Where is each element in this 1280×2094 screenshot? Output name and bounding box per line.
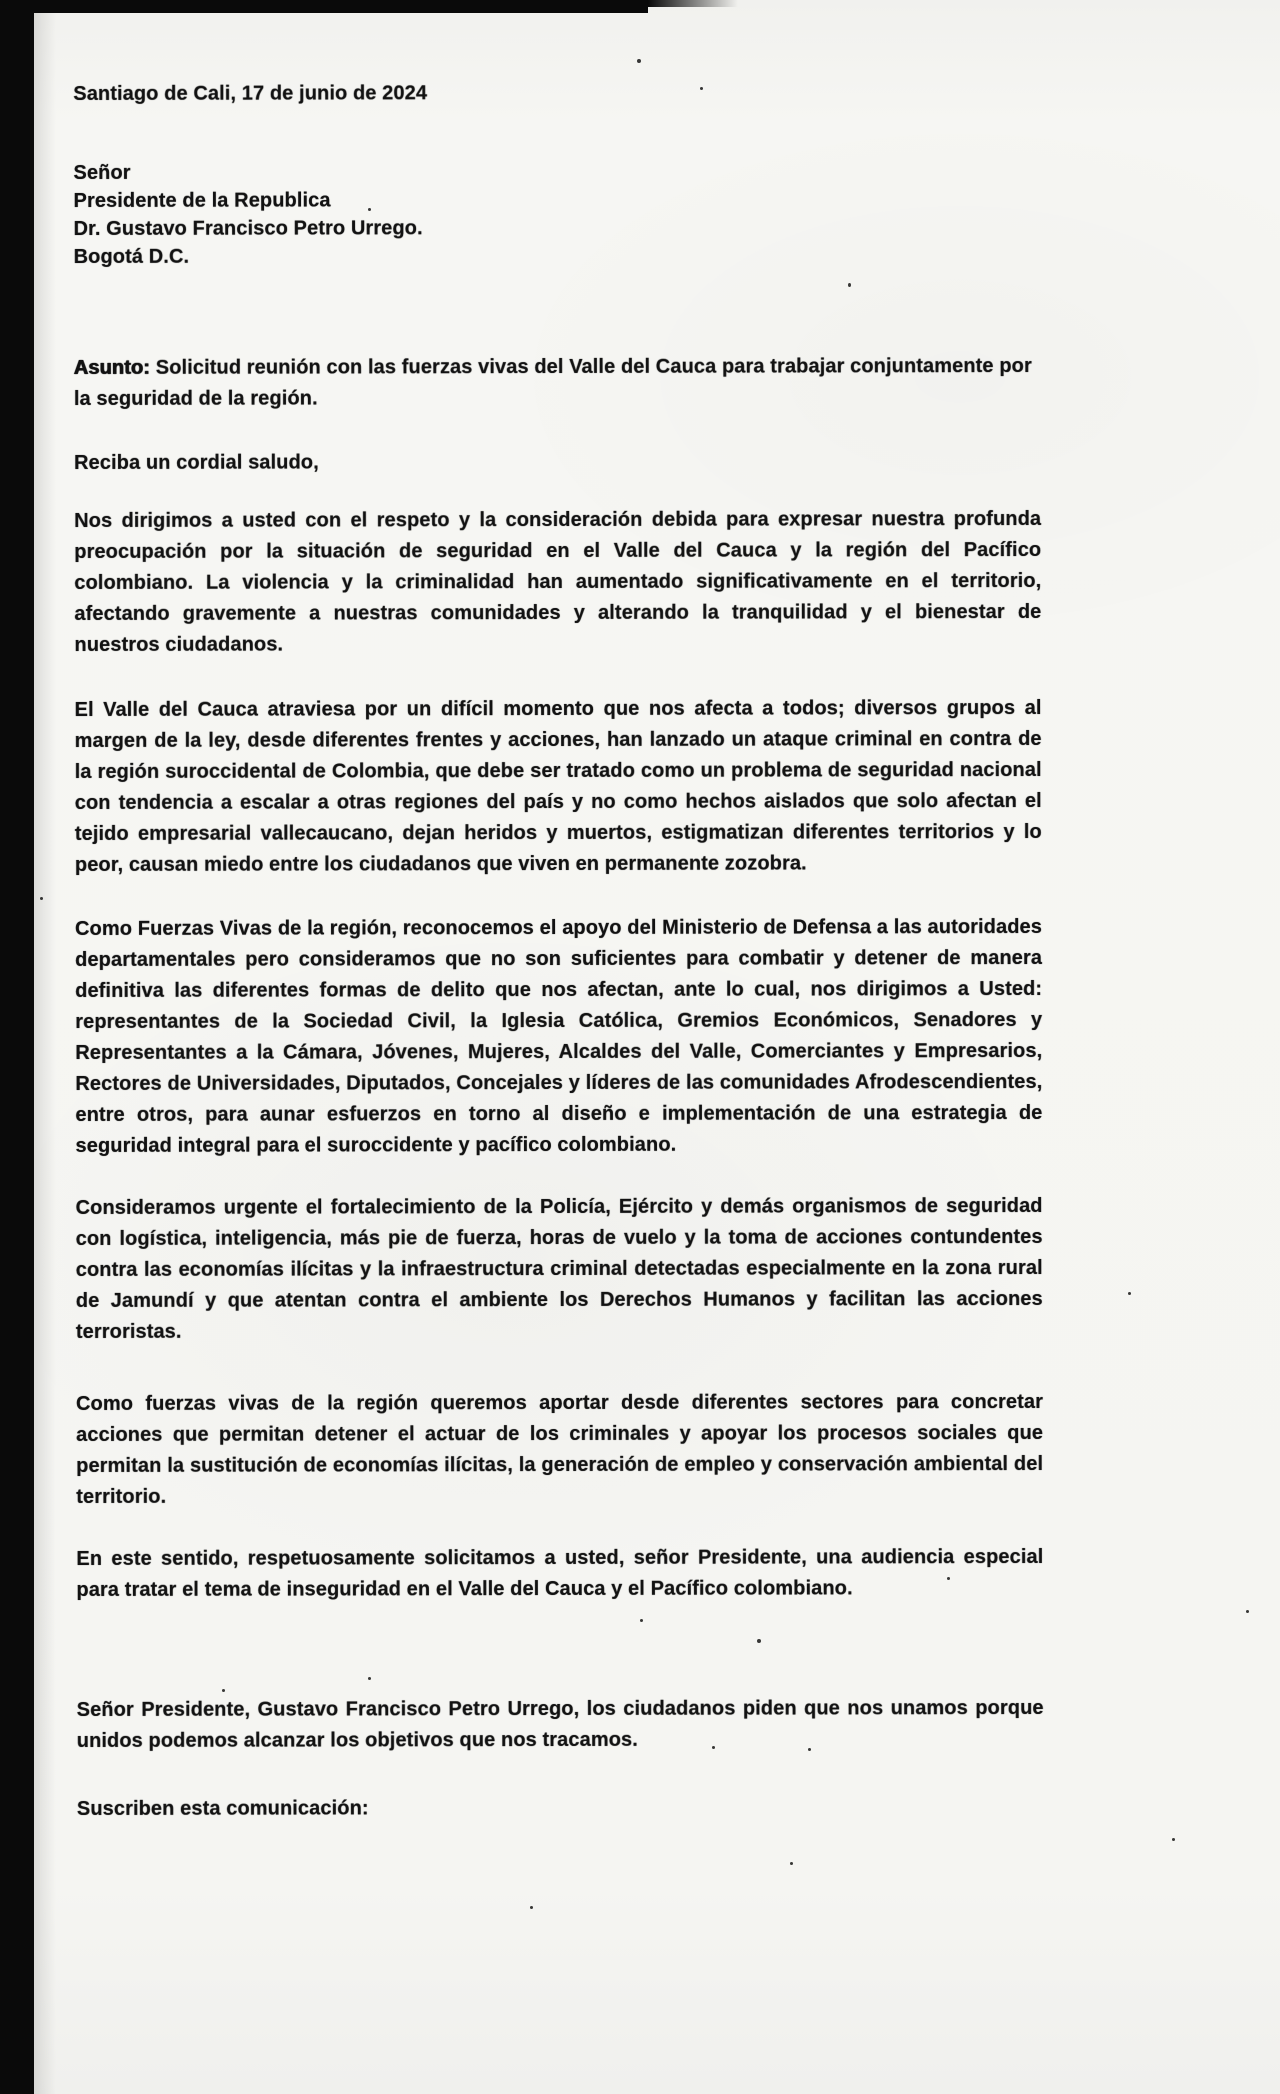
- subject-line: [74, 351, 1041, 415]
- paragraph: Como fuerzas vivas de la región queremos aportar desde diferentes sectores para concretar acciones que permitan detener el actuar de los criminales y apoyar los procesos sociales que permitan la sustitución de economías ilícitas, la generación de empleo y conservación ambiental del territorio.: [76, 1390, 1044, 1509]
- greeting-line: Reciba un cordial saludo,: [74, 451, 319, 475]
- scan-left-edge-shadow: [34, 0, 56, 2094]
- paragraph: Consideramos urgente el fortalecimiento de la Policía, Ejército y demás organismos de seguridad con logística, inteligencia, más pie de fuerza, horas de vuelo y la toma de acciones contundentes contra las economías ilícitas y la infraestructura criminal detectadas especialmente en la zona rural de Jamundí y que atentan contra el ambiente los Derechos Humanos y facilitan las acciones terroristas.: [75, 1194, 1043, 1344]
- scan-speck: [530, 1906, 533, 1909]
- scan-speck: [1246, 1610, 1249, 1613]
- scan-speck: [848, 283, 851, 287]
- paragraph: El Valle del Cauca atraviesa por un difícil momento que nos afecta a todos; diversos grupos al margen de la ley, desde diferentes frentes y acciones, han lanzado un ataque criminal en contra de la región suroccidental de Colombia, que debe ser tratado como un problema de seguridad nacional con tendencia a escalar a otras regiones del país y no como hechos aislados que solo afectan el tejido empresarial vallecaucano, dejan heridos y muertos, estigmatizan diferentes territorios y lo peor, causan miedo entre los ciudadanos que viven en permanente zozobra.: [74, 696, 1042, 877]
- scan-speck: [40, 897, 43, 900]
- scan-speck: [808, 1748, 811, 1751]
- scan-speck: [1128, 1292, 1131, 1295]
- scan-left-edge-bar: [0, 0, 34, 2094]
- scan-speck: [712, 1746, 715, 1749]
- subject-label: Asunto:: [73, 356, 151, 380]
- scan-speck: [947, 1577, 950, 1580]
- date-line: Santiago de Cali, 17 de junio de 2024: [73, 82, 428, 106]
- paragraph: Nos dirigimos a usted con el respeto y la consideración debida para expresar nuestra profunda preocupación por la situación de seguridad en el Valle del Cauca y la región del Pacífico colombiano. La violencia y la criminalidad han aumentado significativamente en el territorio, afectando gravemente a nuestras comunidades y alterando la tranquilidad y el bienestar de nuestros ciudadanos.: [74, 507, 1042, 657]
- scan-speck: [640, 1619, 643, 1622]
- recipient-line: Dr. Gustavo Francisco Petro Urrego.: [73, 217, 423, 241]
- letter-body: [73, 0, 1044, 1825]
- recipient-line: Señor: [73, 161, 131, 185]
- paragraph: Como Fuerzas Vivas de la región, reconocemos el apoyo del Ministerio de Defensa a las autoridades departamentales pero consideramos que no son suficientes para combatir y detener de manera definitiva las diferentes formas de delito que nos afectan, ante lo cual, nos dirigimos a Usted: representantes de la Sociedad Civil, la Iglesia Católica, Gremios Económicos, Senadores y Representantes a la Cámara, Jóvenes, Mujeres, Alcaldes del Valle, Comerciantes y Empresarios, Rectores de Universidades, Diputados, Concejales y líderes de las comunidades Afrodescendientes, entre otros, para aunar esfuerzos en torno al diseño e implementación de una estrategia de seguridad integral para el suroccidente y pacífico colombiano.: [75, 915, 1043, 1158]
- scan-speck: [757, 1639, 761, 1643]
- scan-speck: [222, 1689, 225, 1692]
- recipient-block: [73, 157, 1040, 271]
- scan-speck: [368, 1677, 371, 1680]
- subject-text: Solicitud reunión con las fuerzas vivas del Valle del Cauca para trabajar conjuntamente por la seguridad de la región.: [73, 355, 1032, 411]
- closing-paragraph: Señor Presidente, Gustavo Francisco Petro Urrego, los ciudadanos piden que nos unamos porque unidos podemos alcanzar los objetivos que nos tracamos.: [76, 1696, 1044, 1753]
- recipient-line: Bogotá D.C.: [73, 245, 190, 269]
- paragraph: En este sentido, respetuosamente solicitamos a usted, señor Presidente, una audiencia especial para tratar el tema de inseguridad en el Valle del Cauca y el Pacífico colombiano.: [76, 1545, 1044, 1602]
- recipient-line: Presidente de la Republica: [73, 189, 331, 213]
- scan-speck: [637, 59, 641, 63]
- scan-speck: [700, 87, 703, 90]
- scan-speck: [368, 208, 371, 211]
- scan-speck: [790, 1862, 793, 1865]
- signature-intro-line: Suscriben esta comunicación:: [76, 1797, 369, 1821]
- scan-speck: [1172, 1838, 1175, 1841]
